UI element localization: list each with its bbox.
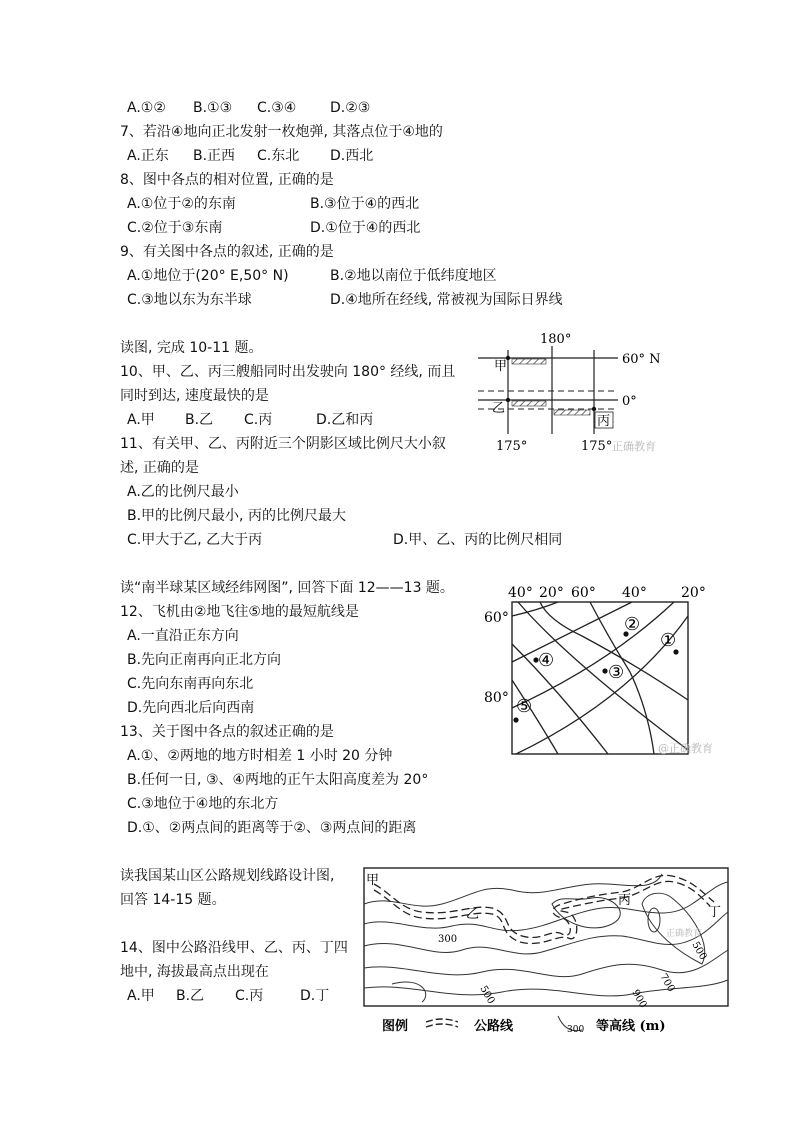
q9-stem: 9、有关图中各点的叙述, 正确的是 [120,244,334,260]
place-bing: 丙 [618,893,632,908]
q7-option-c: C.东北 [257,148,300,164]
place-jia: 甲 [366,873,380,888]
fig1-lon-right: 175° [581,439,613,454]
jia-shaded-region [512,359,546,364]
fig2-top-label-1: 40° [508,585,533,601]
fig2-top-labels [508,585,706,601]
meridian-d [512,680,558,754]
q7-option-a: A.正东 [127,148,169,164]
place-yi: 乙 [466,907,480,922]
q10-option-a: A.甲 [127,412,155,428]
q7-option-d: D.西北 [330,148,374,164]
fig1-ship-yi: 乙 [492,401,506,416]
q12-stem: 12、飞机由②地飞往⑤地的最短航线是 [120,604,359,620]
q8-stem: 8、图中各点的相对位置, 正确的是 [120,172,334,188]
q10-stem-line-1: 10、甲、乙、丙三艘船同时出发驶向 180° 经线, 而且 [120,364,456,380]
bing-shaded-region [554,410,590,415]
contour-road-figure [362,864,734,1044]
legend-road: 公路线 [474,1019,514,1034]
q13-stem: 13、关于图中各点的叙述正确的是 [120,724,334,740]
fig2-left-label-80: 80° [484,690,509,706]
q11-stem-line-1: 11、有关甲、乙、丙附近三个阴影区域比例尺大小叙 [120,436,446,452]
q12-option-d: D.先向西北后向西南 [127,700,255,716]
q7-option-b: B.正西 [193,148,236,164]
place-ding: 丁 [708,905,722,920]
graticule-figure [478,580,718,760]
q14-option-c: C.丙 [235,988,264,1004]
fig2-top-label-3: 60° [571,585,596,601]
q10-option-c: C.丙 [244,412,273,428]
q11-option-d: D.甲、乙、丙的比例尺相同 [393,532,563,548]
parallel-top-left [512,602,558,616]
meridian-b [518,602,688,750]
fig1-lat-60: 60° N [622,352,661,367]
legend-road-swatch-a [426,1019,458,1022]
q11-option-a: A.乙的比例尺最小 [127,484,239,500]
q12-option-a: A.一直沿正东方向 [127,628,239,644]
q6-option-a: A.①② [127,100,166,116]
fig1-ship-jia: 甲 [494,359,508,374]
fig2-top-label-2: 20° [539,585,564,601]
q13-option-b: B.任何一日, ③、④两地的正午太阳高度差为 20° [127,772,429,788]
q8-option-a: A.①位于②的东南 [127,196,236,212]
q14-option-a: A.甲 [127,988,155,1004]
intro-10-11: 读图, 完成 10-11 题。 [120,340,263,356]
ship-yi-point [506,398,510,402]
point-3-dot [602,668,607,673]
q9-option-b: B.②地以南位于低纬度地区 [330,268,497,284]
q11-option-b: B.甲的比例尺最小, 丙的比例尺最大 [127,508,346,524]
fig1-lon-left: 175° [496,439,528,454]
q8-option-b: B.③位于④的西北 [310,196,420,212]
q12-option-b: B.先向正南再向正北方向 [127,652,282,668]
fig1-top-label: 180° [540,332,572,347]
q6-option-b: B.①③ [193,100,233,116]
fig1-ship-bing: 丙 [597,414,611,429]
fig1-lat-0: 0° [622,394,637,409]
q9-option-a: A.①地位于(20° E,50° N) [127,268,289,284]
parallel-70 [512,602,677,708]
q14-option-b: B.乙 [176,988,205,1004]
fig2-left-label-60: 60° [484,610,509,626]
fig2-top-label-4: 40° [622,585,647,601]
intro-14-15-line-2: 回答 14-15 题。 [120,892,226,908]
fig1-watermark: 正确教育 [612,440,656,453]
ship-bing-point [592,407,596,411]
q6-option-c: C.③④ [257,100,297,116]
q11-option-c: C.甲大于乙, 乙大于丙 [127,532,263,548]
q12-option-c: C.先向东南再向东北 [127,676,254,692]
contour-label-300: 300 [438,934,458,945]
point-2-label: ② [624,614,641,635]
point-5-label: ⑤ [516,696,533,717]
point-3-label: ③ [608,662,625,683]
q13-option-d: D.①、②两点间的距离等于②、③两点间的距离 [127,820,417,836]
q14-option-d: D.丁 [300,988,330,1004]
q9-option-c: C.③地以东为东半球 [127,292,252,308]
intro-12-13: 读“南半球某区域经纬网图”, 回答下面 12——13 题。 [120,580,454,596]
q10-option-d: D.乙和丙 [316,412,374,428]
legend-road-swatch-b [426,1024,458,1027]
q9-option-d: D.④地所在经线, 常被视为国际日界线 [330,292,563,308]
contour-label-500-b: 500 [689,940,709,963]
legend-contour-value: 300 [567,1025,585,1035]
fig3-watermark: 正确教育 [666,929,703,939]
q13-option-a: A.①、②两地的地方时相差 1 小时 20 分钟 [127,748,393,764]
ship-latitude-figure [470,328,680,458]
legend-contour: 等高线 (m) [596,1019,666,1034]
fig3-legend [382,1016,666,1035]
fig2-watermark: @正确教育 [658,742,713,755]
yi-shaded-region [512,401,546,406]
q13-option-c: C.③地位于④地的东北方 [127,796,279,812]
point-5-dot [513,717,518,722]
q7-stem: 7、若沿④地向正北发射一枚炮弹, 其落点位于④地的 [120,124,443,140]
contour-label-900: 900 [629,988,649,1011]
q10-stem-line-2: 同时到达, 速度最快的是 [120,388,269,404]
contour-label-700: 700 [657,972,677,995]
legend-title: 图例 [382,1019,409,1034]
intro-14-15-line-1: 读我国某山区公路规划线路设计图, [120,868,335,884]
q6-option-d: D.②③ [330,100,371,116]
q8-option-c: C.②位于③东南 [127,220,223,236]
q8-option-d: D.①位于④的西北 [310,220,421,236]
contour-label-500-a: 500 [477,984,497,1007]
q14-stem-line-2: 地中, 海拔最高点出现在 [120,964,269,980]
point-1-label: ① [660,630,677,651]
fig2-top-label-5: 20° [681,585,706,601]
q11-stem-line-2: 述, 正确的是 [120,460,199,476]
q10-option-b: B.乙 [185,412,214,428]
point-4-label: ④ [538,650,555,671]
q14-stem-line-1: 14、图中公路沿线甲、乙、丙、丁四 [120,940,348,956]
